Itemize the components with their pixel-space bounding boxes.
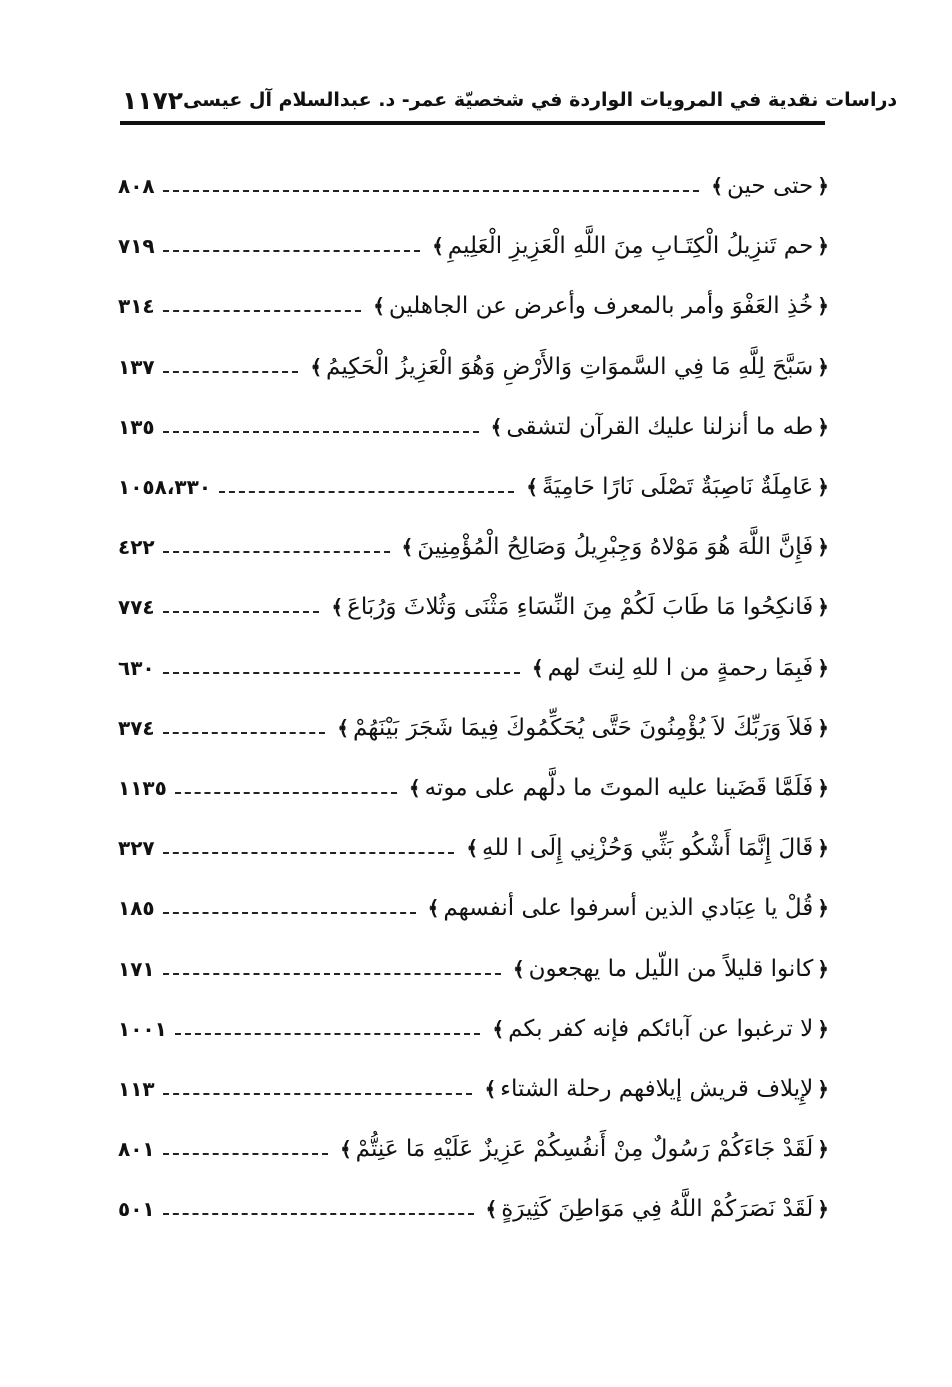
verse-text	[528, 655, 833, 681]
open-bracket-icon: ﴿	[817, 354, 829, 379]
dotted-leader	[175, 1033, 481, 1035]
page-header	[122, 82, 898, 118]
list-item	[118, 276, 833, 336]
page-reference: ٦٣٠	[118, 655, 155, 680]
verse-label: خُذِ العَفْوَ وأمر بالمعرف وأعرض عن الجاهلين	[388, 293, 814, 320]
open-bracket-icon: ﴿	[817, 294, 829, 319]
verse-text	[488, 1016, 833, 1042]
dotted-leader	[163, 310, 362, 312]
verse-text	[333, 715, 833, 741]
close-bracket-icon: ﴾	[337, 715, 349, 740]
dotted-leader	[163, 732, 326, 734]
verse-label: طه ما أنزلنا عليك القرآن لتشقى	[506, 413, 814, 440]
list-item	[118, 1119, 833, 1179]
page-reference: ٣١٤	[118, 294, 155, 319]
verse-label: فَبِمَا رحمةٍ من ا للهِ لِنتَ لهم	[547, 654, 814, 681]
verse-label: فَانكِحُوا مَا طَابَ لَكُمْ مِنَ النِّسَاءِ مَثْنَى وَثُلاثَ وَرُبَاعَ	[347, 594, 814, 621]
verse-label: لَقَدْ جَاءَكُمْ رَسُولٌ مِنْ أَنفُسِكُمْ عَزِيزٌ عَلَيْهِ مَا عَنِتُّمْ	[355, 1136, 814, 1163]
list-item	[118, 337, 833, 397]
dotted-leader	[163, 1213, 474, 1215]
open-bracket-icon: ﴿	[817, 956, 829, 981]
open-bracket-icon: ﴿	[817, 1197, 829, 1222]
page-reference: ٧٧٤	[118, 595, 155, 620]
list-item	[118, 938, 833, 998]
verse-text	[336, 1136, 833, 1162]
close-bracket-icon: ﴾	[432, 234, 444, 259]
close-bracket-icon: ﴾	[485, 1197, 498, 1222]
close-bracket-icon: ﴾	[373, 294, 385, 319]
verse-text	[369, 293, 833, 319]
close-bracket-icon: ﴾	[339, 1137, 352, 1162]
list-item	[118, 999, 833, 1059]
open-bracket-icon: ﴿	[817, 1076, 829, 1101]
verse-label: سَبَّحَ لِلَّهِ مَا فِي السَّموَاتِ وَالأَرْضِ وَهُوَ الْعَزِيزُ الْحَكِيمُ	[326, 353, 814, 380]
page-reference: ١١٣	[118, 1076, 155, 1101]
verse-text	[707, 173, 833, 199]
page-reference: ٣٢٧	[118, 836, 155, 861]
list-item	[118, 156, 833, 216]
page-number: ١١٧٢	[122, 85, 184, 115]
page-reference: ٧١٩	[118, 234, 155, 259]
header-rule	[120, 121, 825, 125]
close-bracket-icon: ﴾	[427, 896, 440, 921]
close-bracket-icon: ﴾	[401, 535, 414, 560]
close-bracket-icon: ﴾	[310, 354, 323, 379]
verse-text	[480, 1076, 833, 1102]
page-reference: ٤٢٢	[118, 535, 155, 560]
dotted-leader	[175, 792, 397, 794]
close-bracket-icon: ﴾	[531, 655, 544, 680]
list-item	[118, 638, 833, 698]
verse-text	[306, 354, 833, 380]
verse-label: فَلاَ وَرَبِّكَ لاَ يُؤْمِنُونَ حَتَّى يُحَكِّمُوكَ فِيمَا شَجَرَ بَيْنَهُمْ	[352, 714, 814, 741]
list-item	[118, 397, 833, 457]
open-bracket-icon: ﴿	[817, 836, 829, 861]
page-reference: ١٣٥	[118, 414, 155, 439]
open-bracket-icon: ﴿	[817, 1137, 829, 1162]
verse-text	[424, 895, 833, 921]
verse-text	[405, 775, 833, 801]
page-reference: ٨٠٨	[118, 174, 155, 199]
open-bracket-icon: ﴿	[817, 174, 829, 199]
close-bracket-icon: ﴾	[484, 1076, 497, 1101]
close-bracket-icon: ﴾	[492, 1016, 505, 1041]
verse-index-list	[118, 156, 833, 1239]
verse-text	[509, 956, 833, 982]
page-reference: ٨٠١	[118, 1137, 155, 1162]
list-item	[118, 758, 833, 818]
verse-label: حتى حين	[726, 173, 814, 200]
dotted-leader	[163, 611, 320, 613]
verse-label: عَامِلَةٌ نَاصِبَةٌ تَصْلَى نَارًا حَامِيَةً	[541, 474, 814, 501]
dotted-leader	[163, 973, 501, 975]
verse-label: لا ترغبوا عن آبائكم فإنه كفر بكم	[508, 1015, 814, 1042]
open-bracket-icon: ﴿	[817, 1016, 829, 1041]
close-bracket-icon: ﴾	[512, 956, 525, 981]
page-reference: ١٠٠١	[118, 1016, 167, 1041]
dotted-leader	[219, 491, 514, 493]
open-bracket-icon: ﴿	[817, 775, 829, 800]
verse-text	[482, 1196, 834, 1222]
list-item	[118, 216, 833, 276]
verse-label: لَقَدْ نَصَرَكُمْ اللَّهُ فِي مَوَاطِنَ كَثِيرَةٍ	[501, 1196, 814, 1223]
close-bracket-icon: ﴾	[526, 475, 538, 500]
dotted-leader	[163, 551, 390, 553]
open-bracket-icon: ﴿	[817, 234, 829, 259]
close-bracket-icon: ﴾	[711, 174, 723, 199]
dotted-leader	[163, 250, 420, 252]
dotted-leader	[163, 431, 479, 433]
page-reference: ٥٠١	[118, 1197, 155, 1222]
verse-label: كانوا قليلاً من اللّيل ما يهجعون	[528, 955, 814, 982]
page-reference: ١٠٥٨،٣٣٠	[118, 475, 212, 500]
list-item	[118, 457, 833, 517]
open-bracket-icon: ﴿	[817, 475, 829, 500]
page-reference: ١١٣٥	[118, 775, 167, 800]
verse-label: قُلْ يا عِبَادي الذين أسرفوا على أنفسهم	[443, 895, 814, 922]
list-item	[118, 1179, 833, 1239]
verse-text	[522, 474, 833, 500]
dotted-leader	[163, 190, 700, 192]
list-item	[118, 818, 833, 878]
page-reference: ١٣٧	[118, 354, 155, 379]
page-reference: ١٨٥	[118, 896, 155, 921]
list-item	[118, 698, 833, 758]
list-item	[118, 1059, 833, 1119]
list-item	[118, 517, 833, 577]
verse-label: فَإِنَّ اللَّهَ هُوَ مَوْلاهُ وَجِبْرِيلُ وَصَالِحُ الْمُؤْمِنِينَ	[417, 534, 814, 561]
verse-label: حم تَنزِيلُ الْكِتَـابِ مِنَ اللَّهِ الْعَزِيزِ الْعَلِيمِ	[447, 233, 814, 260]
close-bracket-icon: ﴾	[331, 595, 344, 620]
verse-label: قَالَ إِنَّمَا أَشْكُو بَثِّي وَحُزْنِي إِلَى ا للهِ	[482, 835, 814, 862]
verse-text	[398, 534, 833, 560]
dotted-leader	[163, 912, 416, 914]
page-reference: ٣٧٤	[118, 715, 155, 740]
open-bracket-icon: ﴿	[817, 655, 829, 680]
verse-text	[327, 594, 833, 620]
list-item	[118, 878, 833, 938]
page-reference: ١٧١	[118, 956, 155, 981]
open-bracket-icon: ﴿	[817, 595, 829, 620]
verse-text	[428, 233, 833, 259]
dotted-leader	[163, 852, 455, 854]
close-bracket-icon: ﴾	[466, 836, 479, 861]
dotted-leader	[163, 672, 520, 674]
dotted-leader	[163, 1153, 328, 1155]
running-title: دراسات نقدية في المرويات الواردة في شخصيّة عمر- د. عبدالسلام آل عيسى	[183, 89, 898, 111]
list-item	[118, 577, 833, 637]
dotted-leader	[163, 1093, 473, 1095]
dotted-leader	[163, 371, 299, 373]
verse-label: لإِيلاف قريش إيلافهم رحلة الشتاء	[500, 1075, 814, 1102]
open-bracket-icon: ﴿	[817, 414, 829, 439]
verse-text	[487, 414, 833, 440]
close-bracket-icon: ﴾	[490, 414, 503, 439]
open-bracket-icon: ﴿	[817, 535, 829, 560]
open-bracket-icon: ﴿	[817, 896, 829, 921]
close-bracket-icon: ﴾	[408, 775, 421, 800]
verse-label: فَلَمَّا قَضَينا عليه الموتَ ما دلَّهم على موته	[424, 774, 814, 801]
open-bracket-icon: ﴿	[817, 715, 829, 740]
verse-text	[462, 835, 833, 861]
